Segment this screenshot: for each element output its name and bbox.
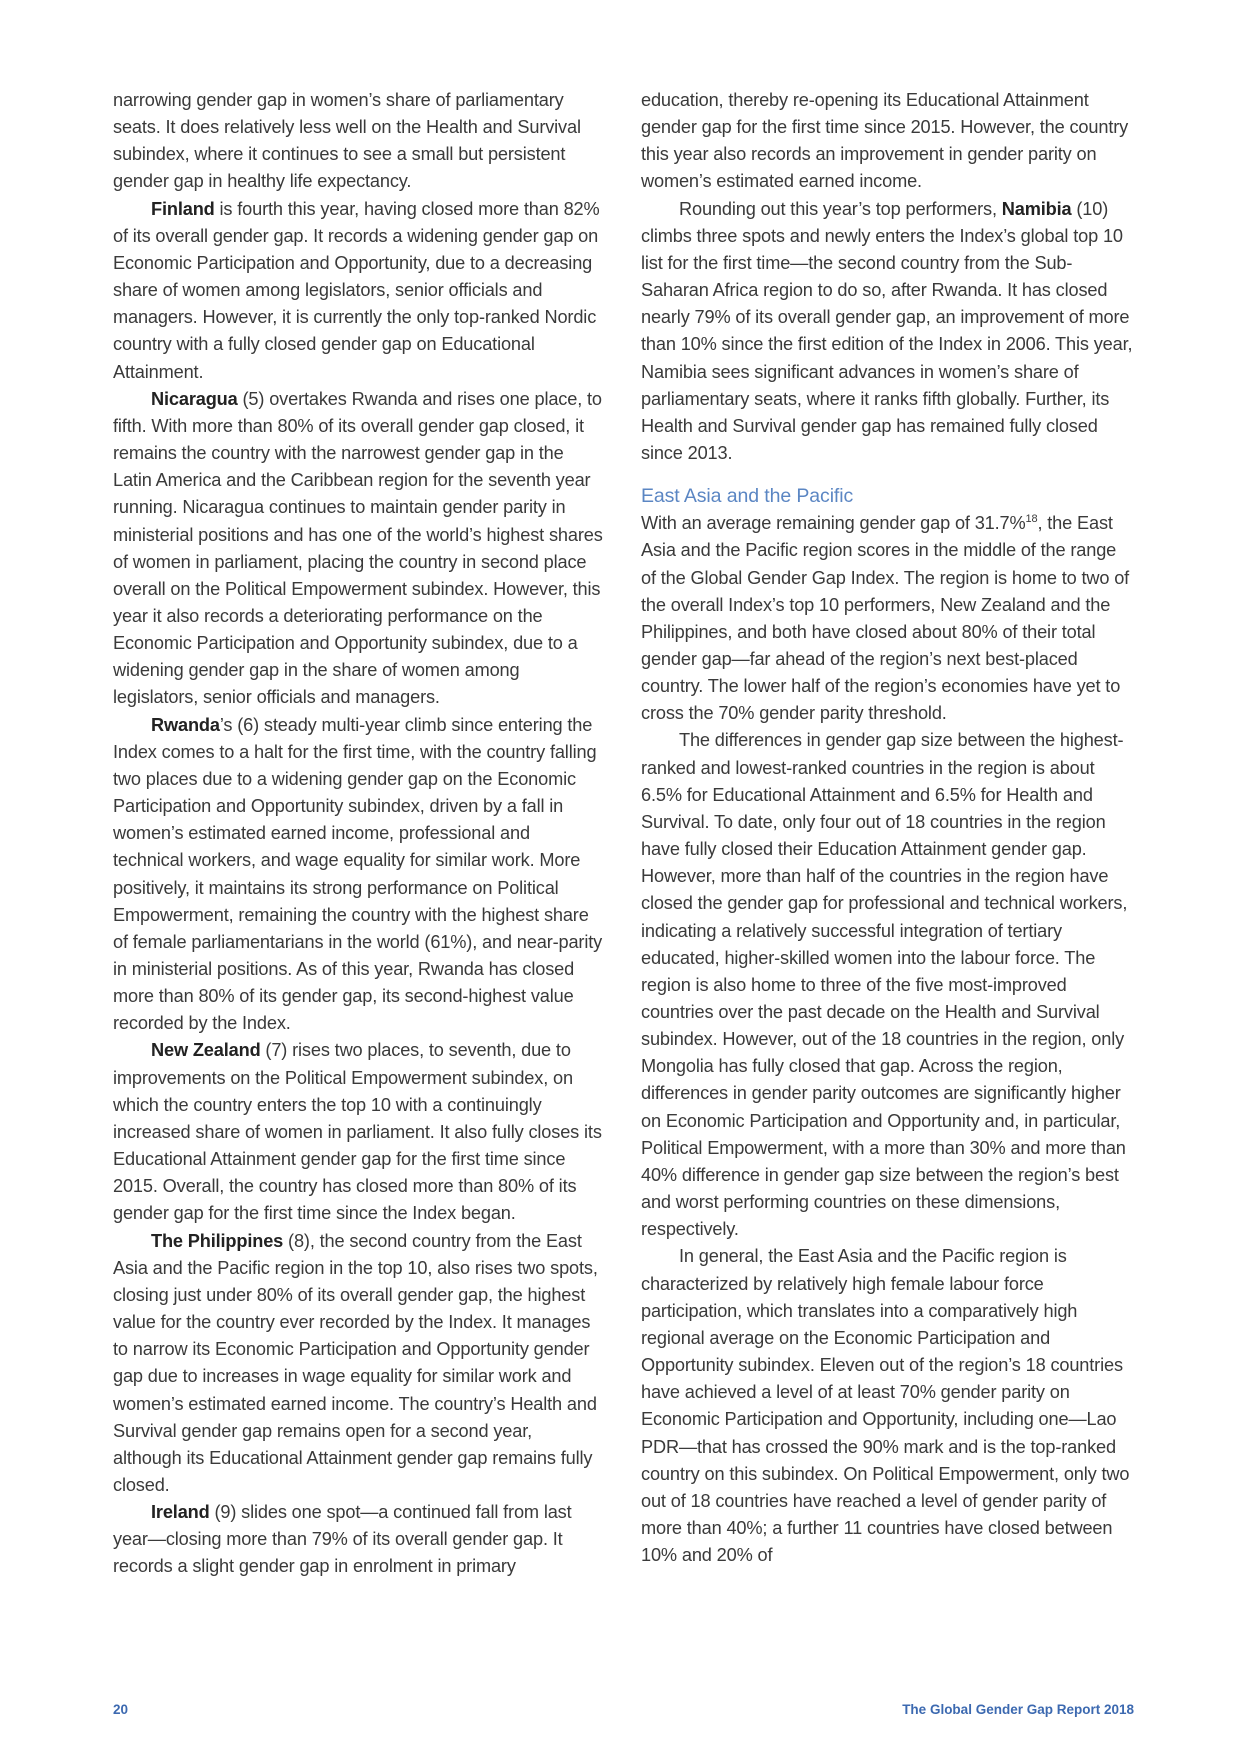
country-name: Rwanda (151, 714, 220, 735)
country-name: New Zealand (151, 1040, 261, 1061)
paragraph-namibia: Rounding out this year’s top performers, Namibia (10) climbs three spots and newly enters the Index’s global top 10 list for the first time—the second country from the Sub-Saharan Africa region to do so, after Rwanda. It has closed nearly 79% of its overall gender gap, an improvement of more than 10% since the first edition of the Index in 2006. This year, Namibia sees significant advances in women’s share of parliamentary seats, where it ranks fifth globally. Further, its Health and Survival gender gap has remained fully closed since 2013. (641, 198, 1133, 464)
report-title: The Global Gender Gap Report 2018 (902, 1702, 1134, 1717)
paragraph-region-intro: With an average remaining gender gap of 31.7%$^{18}$, the East Asia and the Pacific region scores in the middle of the range of the Global Gender Gap Index. The region is home to two of the overall Index’s top 10 performers, New Zealand and the Philippines, and both have closed about 80% of their total gender gap—far ahead of the region’s next best-placed country. The lower half of the region’s economies have yet to cross the 70% gender parity threshold. (641, 513, 1130, 724)
right-column (641, 87, 1133, 1569)
paragraph-ireland: Ireland (9) slides one spot—a continued fall from last year—closing more than 79% of its overall gender gap. It records a slight gender gap in enrolment in primary (113, 1502, 572, 1577)
country-name: Finland (151, 198, 215, 219)
country-name: The Philippines (151, 1230, 284, 1251)
paragraph-rwanda: Rwanda’s (6) steady multi-year climb since entering the Index comes to a halt for the first time, with the country falling two places due to a widening gender gap on the Economic Participation and Opportunity subindex, driven by a fall in women’s estimated earned income, professional and technical workers, and wage equality for similar work. More positively, it maintains its strong performance on Political Empowerment, remaining the country with the highest share of female parliamentarians in the world (61%), and near-parity in ministerial positions. As of this year, Rwanda has closed more than 80% of its gender gap, its second-highest value recorded by the Index. (113, 714, 603, 1034)
paragraph-new-zealand: New Zealand (7) rises two places, to seventh, due to improvements on the Political Empowerment subindex, on which the country enters the top 10 with a continuingly increased share of women in parliament. It also fully closes its Educational Attainment gender gap for the first time since 2015. Overall, the country has closed more than 80% of its gender gap for the first time since the Index began. (113, 1040, 602, 1224)
country-name: Namibia (1001, 198, 1072, 219)
paragraph-finland: Finland is fourth this year, having closed more than 82% of its overall gender gap. It records a widening gender gap on Economic Participation and Opportunity, due to a decreasing share of women among legislators, senior officials and managers. However, it is currently the only top-ranked Nordic country with a fully closed gender gap on Educational Attainment. (113, 198, 600, 382)
country-name: Ireland (151, 1502, 210, 1523)
country-name: Nicaragua (151, 388, 238, 409)
left-column (113, 87, 605, 1581)
paragraph: The differences in gender gap size between the highest-ranked and lowest-ranked countries in the region is about 6.5% for Educational Attainment and 6.5% for Health and Survival. To date, only four out of 18 countries in the region have fully closed their Education Attainment gender gap. However, more than half of the countries in the region have closed the gender gap for professional and technical workers, indicating a relatively successful integration of tertiary educated, higher-skilled women into the labour force. The region is also home to three of the five most-improved countries over the past decade on the Health and Survival subindex. However, out of the 18 countries in the region, only Mongolia has fully closed that gap. Across the region, differences in gender parity outcomes are significantly higher on Economic Participation and Opportunity and, in particular, Political Empowerment, with a more than 30% and more than 40% difference in gender gap size between the region’s best and worst performing countries on these dimensions, respectively. (641, 730, 1128, 1240)
page-number: 20 (113, 1702, 129, 1717)
paragraph: narrowing gender gap in women’s share of parliamentary seats. It does relatively less well on the Health and Survival subindex, where it continues to see a small but persistent gender gap in healthy life expectancy. (113, 90, 581, 192)
paragraph: education, thereby re-opening its Educational Attainment gender gap for the first time since 2015. However, the country this year also records an improvement in gender parity on women’s estimated earned income. (641, 90, 1129, 192)
paragraph: In general, the East Asia and the Pacific region is characterized by relatively high female labour force participation, which translates into a comparatively high regional average on the Economic Participation and Opportunity subindex. Eleven out of the region’s 18 countries have achieved a level of at least 70% gender parity on Economic Participation and Opportunity, including one—Lao PDR—that has crossed the 90% mark and is the top-ranked country on this subindex. On Political Empowerment, only two out of 18 countries have reached a level of gender parity of more than 40%; a further 11 countries have closed between 10% and 20% of (641, 1246, 1130, 1566)
section-heading: East Asia and the Pacific (641, 485, 854, 508)
paragraph-philippines: The Philippines (8), the second country from the East Asia and the Pacific region in the top 10, also rises two spots, closing just under 80% of its overall gender gap, the highest value for the country ever recorded by the Index. It manages to narrow its Economic Participation and Opportunity gender gap due to increases in wage equality for similar work and women’s estimated earned income. The country’s Health and Survival gender gap remains open for a second year, although its Educational Attainment gender gap remains fully closed. (113, 1230, 598, 1495)
paragraph-nicaragua: Nicaragua (5) overtakes Rwanda and rises one place, to fifth. With more than 80% of its overall gender gap closed, it remains the country with the narrowest gender gap in the Latin America and the Caribbean region for the seventh year running. Nicaragua continues to maintain gender parity in ministerial positions and has one of the world’s highest shares of women in parliament, placing the country in second place overall on the Political Empowerment subindex. However, this year it also records a deteriorating performance on the Economic Participation and Opportunity subindex, due to a widening gender gap in the share of women among legislators, senior officials and managers. (113, 388, 603, 708)
footnote-reference: 18 (1025, 513, 1038, 526)
